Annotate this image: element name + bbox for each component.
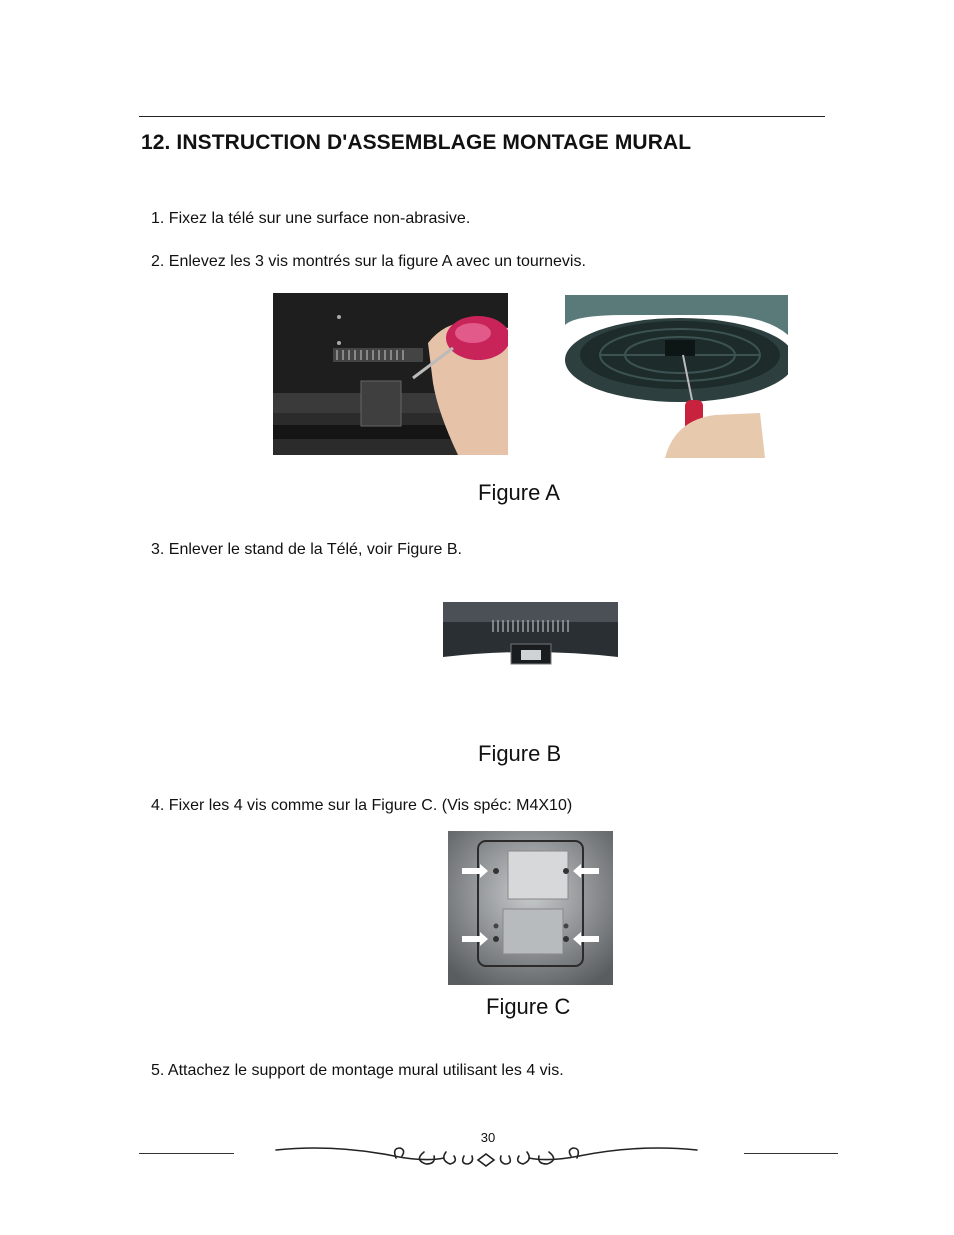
step-2-text: 2. Enlevez les 3 vis montrés sur la figure A avec un tournevis. [151, 253, 586, 270]
footer-rule-left [139, 1153, 234, 1154]
footer-ornament [274, 1138, 699, 1172]
step-5-text: 5. Attachez le support de montage mural utilisant les 4 vis. [151, 1062, 564, 1079]
page-number: 30 [480, 1130, 496, 1145]
figure-c-photo [448, 831, 613, 985]
header-rule [139, 116, 825, 117]
figure-b-caption: Figure B [478, 741, 562, 766]
page-title: 12. INSTRUCTION D'ASSEMBLAGE MONTAGE MURAL [141, 131, 692, 154]
step-4-text: 4. Fixer les 4 vis comme sur la Figure C. (Vis spéc: M4X10) [151, 797, 573, 814]
figure-c-caption: Figure C [486, 994, 571, 1019]
footer-rule-right [744, 1153, 838, 1154]
step-1-text: 1. Fixez la télé sur une surface non-abrasive. [151, 210, 471, 227]
figure-a-photo-right [565, 295, 788, 458]
figure-a-photo-left [273, 293, 508, 455]
step-3-text: 3. Enlever le stand de la Télé, voir Figure B. [151, 541, 462, 558]
figure-a-caption: Figure A [478, 480, 560, 505]
figure-b-photo [443, 602, 618, 668]
